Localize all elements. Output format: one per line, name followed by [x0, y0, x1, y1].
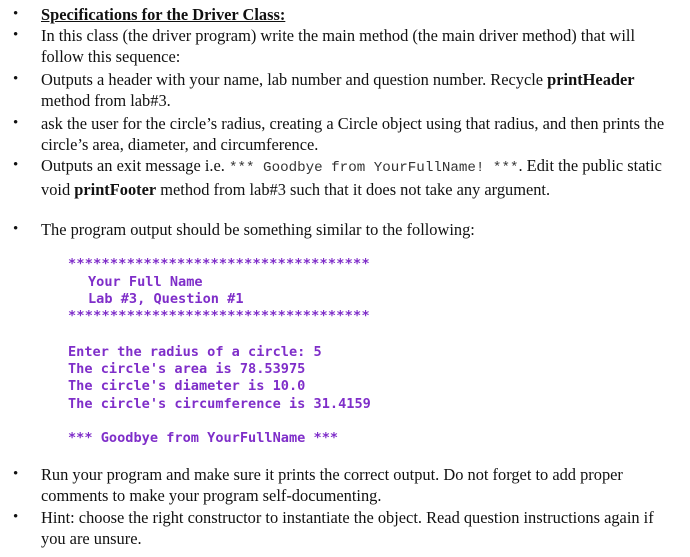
- console-diameter-line: The circle's diameter is 10.0: [68, 378, 306, 394]
- bullet-glyph: •: [13, 27, 19, 43]
- bullet-item-3: [13, 113, 671, 155]
- bullet-text-post: method from lab#3.: [41, 91, 171, 110]
- console-goodbye-line: *** Goodbye from YourFullName ***: [68, 430, 339, 446]
- bullet-text: Hint: choose the right constructor to instantiate the object. Read question instructions again if you are unsure.: [41, 508, 654, 548]
- console-area-line: The circle's area is 78.53975: [68, 361, 306, 377]
- bullet-item-4: [13, 155, 671, 200]
- bullet-glyph: •: [13, 509, 19, 525]
- bullet-item-1: [13, 25, 671, 67]
- bullet-text: Run your program and make sure it prints the correct output. Do not forget to add proper comments to make your program self-documenting.: [41, 465, 623, 505]
- bullet-text-mid: . Edit the public static void: [41, 156, 662, 199]
- console-circumference-line: The circle's circumference is 31.4159: [68, 396, 371, 412]
- bullet-text: The program output should be something similar to the following:: [41, 220, 475, 239]
- bullet-item-7: [13, 507, 671, 549]
- bullet-glyph: •: [13, 6, 19, 22]
- console-lab-line: Lab #3, Question #1: [88, 291, 244, 307]
- bullet-item-2: [13, 69, 671, 111]
- console-name-line: Your Full Name: [88, 274, 203, 290]
- bullet-glyph: •: [13, 221, 19, 237]
- bullet-item-5: [13, 219, 671, 240]
- spec-heading: Specifications for the Driver Class:: [41, 5, 286, 24]
- bullet-text-pre: Outputs a header with your name, lab number and question number. Recycle: [41, 70, 548, 89]
- bullet-text-post: method from lab#3 such that it does not take any argument.: [156, 180, 551, 199]
- bullet-item-6: [13, 464, 671, 506]
- bullet-glyph: •: [13, 157, 19, 173]
- console-prompt-line: Enter the radius of a circle: 5: [68, 344, 322, 360]
- bullet-glyph: •: [13, 115, 19, 131]
- method-name-printfooter: printFooter: [74, 180, 157, 199]
- bullet-text: ask the user for the circle’s radius, creating a Circle object using that radius, and then prints the circle’s area, diameter, and circumference.: [41, 114, 665, 154]
- bullet-text-pre: Outputs an exit message i.e.: [41, 156, 229, 175]
- spec-heading-row: [13, 4, 671, 25]
- console-stars-bottom: ************************************: [68, 308, 370, 324]
- bullet-glyph: •: [13, 71, 19, 87]
- console-stars-top: ************************************: [68, 256, 370, 272]
- bullet-text: In this class (the driver program) write the main method (the main driver method) that will follow this sequence:: [41, 26, 635, 66]
- bullet-glyph: •: [13, 466, 19, 482]
- method-name-printheader: printHeader: [547, 70, 635, 89]
- exit-message-code: *** Goodbye from YourFullName! ***: [229, 160, 519, 176]
